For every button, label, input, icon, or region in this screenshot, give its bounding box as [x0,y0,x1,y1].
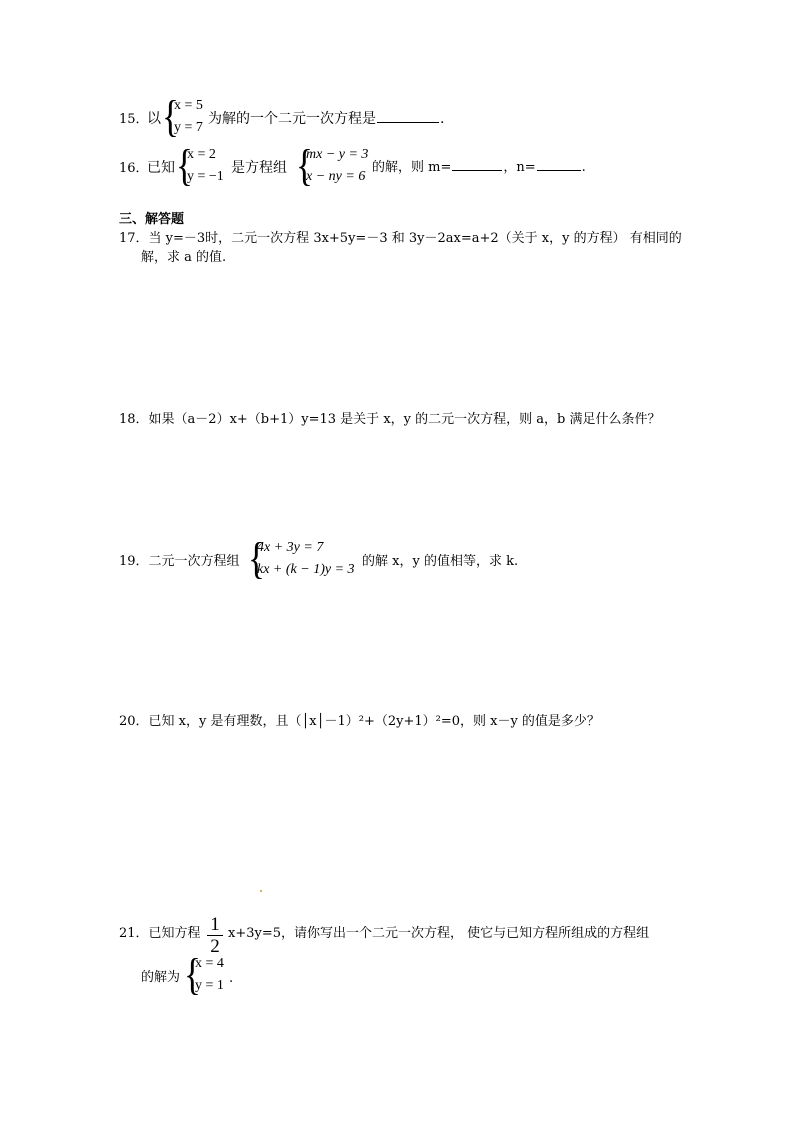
equation-line: 4x + 3y = 7 [257,540,324,555]
question-text-continued: 解，求 a 的值. [141,250,227,265]
equation-line: x = 4 [195,956,224,971]
question-text: 17．当 y=－3时，二元一次方程 3x+5y=－3 和 3y－2ax=a+2（关于 x，y 的方程） 有相同的 [119,231,682,246]
fraction-numerator: 1 [210,914,220,935]
left-brace: { [184,950,201,999]
fraction-denominator: 2 [210,936,220,957]
question-number: 15． [119,112,149,127]
question-end: . [229,971,234,986]
equation-line: y = 1 [195,978,224,993]
answer-blank[interactable] [377,120,439,123]
question-20: 20．已知 x，y 是有理数，且（│x│－1）²+（2y+1）²=0，则 x－y 的值是多少？ [119,714,600,729]
question-text: 为解的一个二元一次方程是 . [208,111,445,127]
equation-line: y = 7 [174,120,203,135]
question-prefix: 以 [147,111,161,127]
question-text: 是方程组 [231,160,287,176]
equation-line: mx − y = 3 [306,147,369,162]
equation-line: kx + (k − 1)y = 3 [257,562,355,577]
answer-blank-n[interactable] [537,168,581,171]
answer-blank-m[interactable] [452,168,502,171]
left-brace: { [176,141,193,190]
stray-mark [260,890,262,892]
question-text: 的解，则 m= ，n= . [372,160,586,175]
question-prefix: 已知 [147,160,175,176]
question-prefix: 21．已知方程 [119,926,201,941]
equation-line: x = 2 [187,147,216,162]
equation-line: x = 5 [174,98,203,113]
left-brace: { [162,92,179,141]
question-prefix: 19．二元一次方程组 [119,554,240,569]
question-text: x+3y=5，请你写出一个二元一次方程， 使它与已知方程所组成的方程组 [228,926,650,941]
left-brace: { [248,534,265,583]
question-text-continued: 的解为 [141,970,181,985]
left-brace: { [296,141,313,190]
question-18: 18．如果（a－2）x+（b+1）y=13 是关于 x，y 的二元一次方程，则 a，b 满足什么条件？ [119,412,661,427]
equation-line: x − ny = 6 [306,169,366,184]
question-text: 的解 x，y 的值相等，求 k. [362,554,519,569]
question-number: 16． [119,161,149,176]
equation-line: y = −1 [187,169,224,184]
section-title: 三、解答题 [119,212,185,227]
